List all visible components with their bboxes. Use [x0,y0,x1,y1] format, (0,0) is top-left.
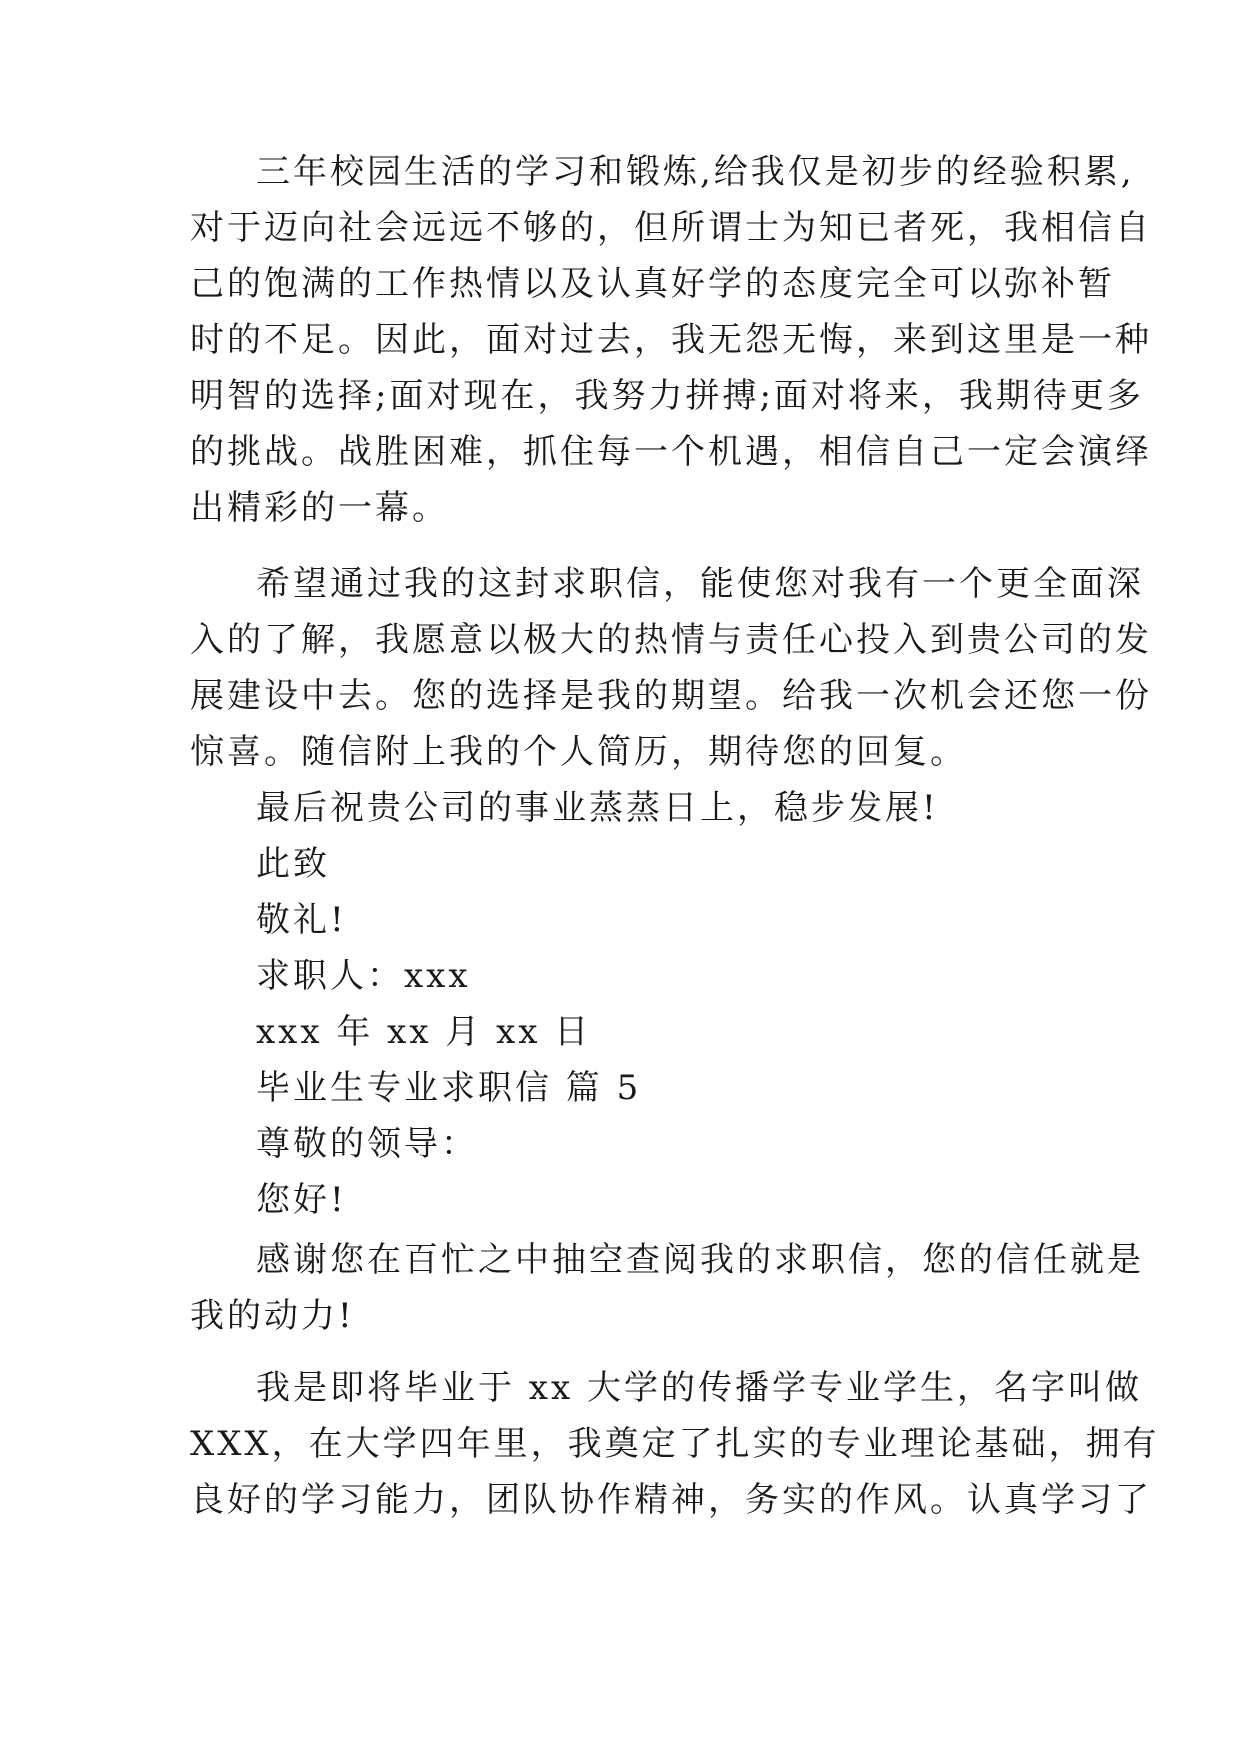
text-line: 希望通过我的这封求职信，能使您对我有一个更全面深 [256,564,1144,604]
text-line: 敬礼! [256,900,347,940]
text-line: 展建设中去。您的选择是我的期望。给我一次机会还您一份 [190,676,1152,716]
text-line: 入的了解，我愿意以极大的热情与责任心投入到贵公司的发 [190,620,1152,660]
text-line: 求职人：xxx [256,956,471,996]
text-line: 您好! [256,1180,347,1220]
section-heading: 毕业生专业求职信 篇 5 [256,1068,642,1108]
text-line: 我是即将毕业于 xx 大学的传播学专业学生，名字叫做 [256,1368,1142,1408]
text-line: XXX，在大学四年里，我奠定了扎实的专业理论基础，拥有 [190,1424,1160,1464]
text-line: 己的饱满的工作热情以及认真好学的态度完全可以弥补暂 [190,264,1115,304]
text-line: 此致 [256,844,330,884]
text-line: 惊喜。随信附上我的个人简历，期待您的回复。 [190,732,967,772]
text-line: 的挑战。战胜困难，抓住每一个机遇，相信自己一定会演绎 [190,432,1152,472]
text-line: 三年校园生活的学习和锻炼,给我仅是初步的经验积累, [256,152,1135,192]
text-line: 时的不足。因此，面对过去，我无怨无悔，来到这里是一种 [190,320,1152,360]
text-line: 出精彩的一幕。 [190,488,449,528]
text-line: 最后祝贵公司的事业蒸蒸日上，稳步发展! [256,788,939,828]
text-line: 明智的选择;面对现在，我努力拼搏;面对将来，我期待更多 [190,376,1144,416]
text-line: 对于迈向社会远远不够的，但所谓士为知已者死，我相信自 [190,208,1152,248]
text-line: xxx 年 xx 月 xx 日 [256,1012,592,1052]
text-line: 良好的学习能力，团队协作精神，务实的作风。认真学习了 [190,1480,1152,1520]
text-line: 尊敬的领导： [256,1124,478,1164]
text-line: 感谢您在百忙之中抽空查阅我的求职信，您的信任就是 [256,1240,1144,1280]
text-line: 我的动力! [190,1296,355,1336]
